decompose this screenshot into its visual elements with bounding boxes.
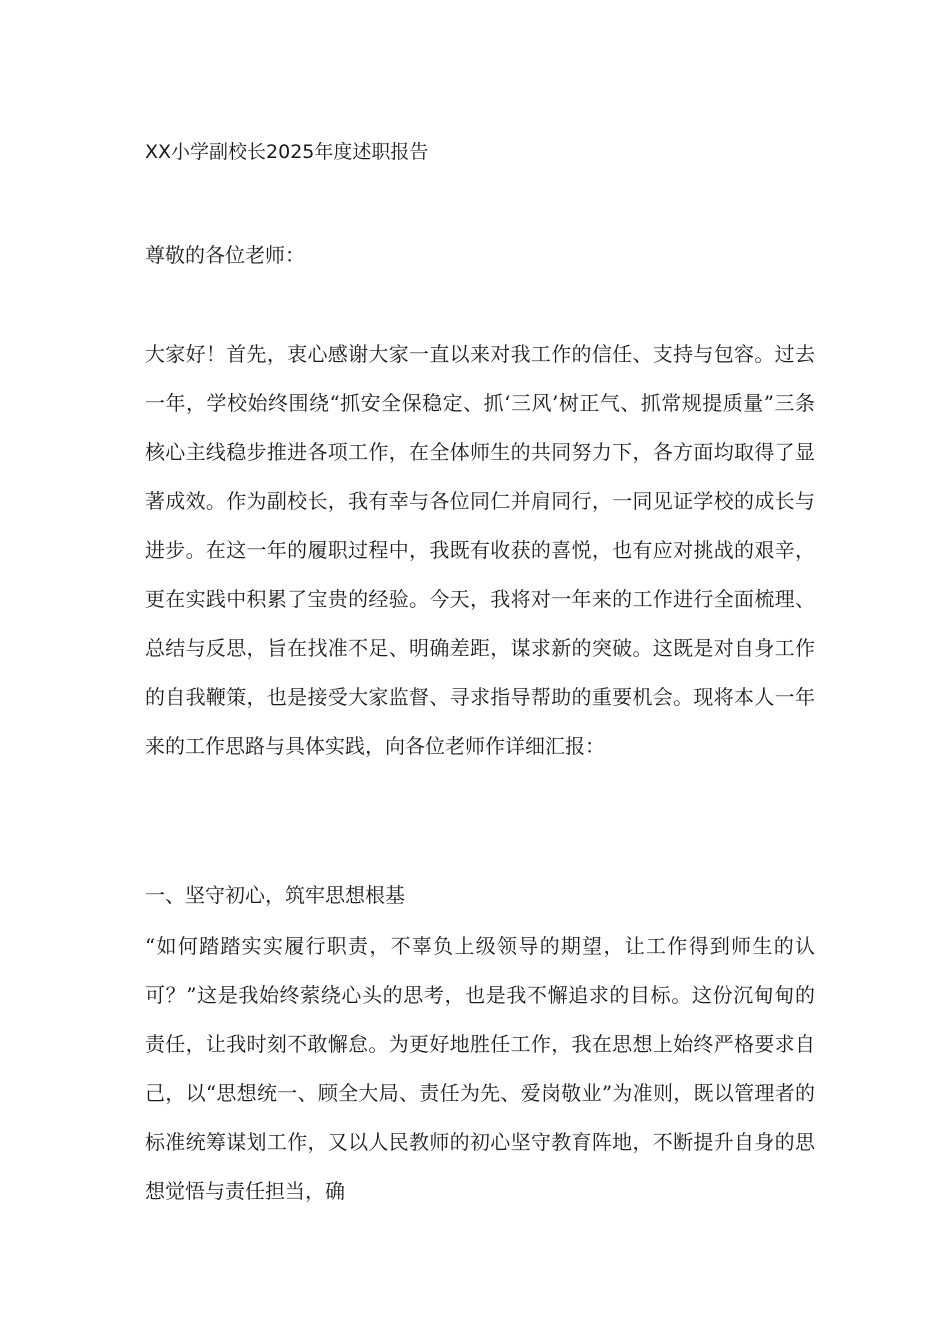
intro-paragraph: 大家好！首先，衷心感谢大家一直以来对我工作的信任、支持与包容。过去一年，学校始终围绕“抓安全保稳定、抓‘三风’树正气、抓常规提质量”三条核心主线稳步推进各项工作，在全体师生的共同努力下，各方面均取得了显著成效。作为副校长，我有幸与各位同仁并肩同行，一同见证学校的成长与进步。在这一年的履职过程中，我既有收获的喜悦，也有应对挑战的艰辛，更在实践中积累了宝贵的经验。今天，我将对一年来的工作进行全面梳理、总结与反思，旨在找准不足、明确差距，谋求新的突破。这既是对自身工作的自我鞭策，也是接受大家监督、寻求指导帮助的重要机会。现将本人一年来的工作思路与具体实践，向各位老师作详细汇报： bbox=[145, 342, 815, 758]
salutation: 尊敬的各位老师： bbox=[145, 243, 305, 267]
section-1-paragraph: “如何踏踏实实履行职责，不辜负上级领导的期望，让工作得到师生的认可？”这是我始终萦绕心头的思考，也是我不懈追求的目标。这份沉甸甸的责任，让我时刻不敢懈怠。为更好地胜任工作，我在思想上始终严格要求自己，以“思想统一、顾全大局、责任为先、爱岗敬业”为准则，既以管理者的标准统筹谋划工作，又以人民教师的初心坚守教育阵地，不断提升自身的思想觉悟与责任担当，确 bbox=[145, 934, 815, 1203]
document-title: XX小学副校长2025年度述职报告 bbox=[145, 141, 429, 163]
section-1-heading: 一、坚守初心，筑牢思想根基 bbox=[145, 883, 405, 907]
